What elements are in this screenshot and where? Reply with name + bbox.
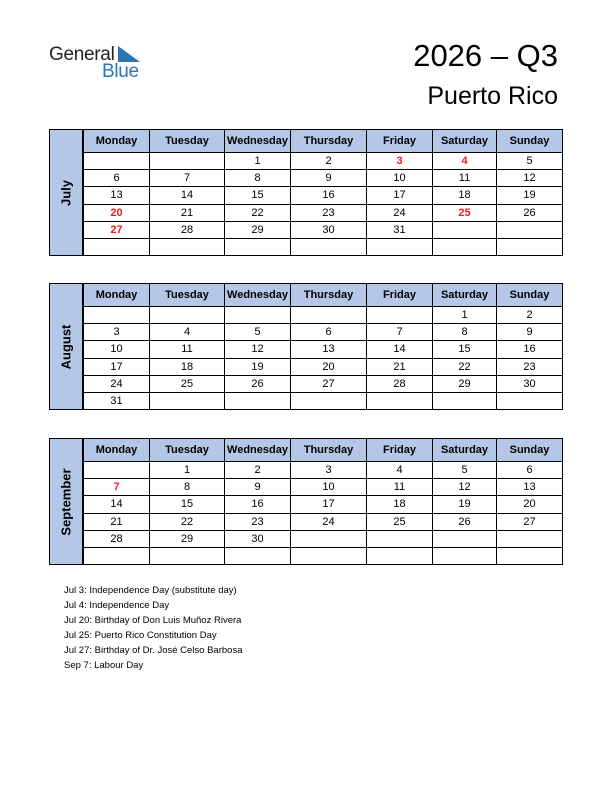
holiday-date-cell: 4: [433, 153, 497, 170]
date-cell: 18: [150, 358, 225, 375]
month-table: [83, 129, 563, 256]
date-cell: 15: [433, 341, 497, 358]
date-cell: 17: [367, 187, 433, 204]
weekday-header: Thursday: [291, 130, 367, 153]
date-cell: 1: [150, 462, 225, 479]
date-cell: 28: [367, 375, 433, 392]
holiday-note: Jul 25: Puerto Rico Constitution Day: [64, 630, 217, 641]
month-name: July: [58, 179, 74, 206]
week-row: [84, 341, 563, 358]
date-cell: 30: [291, 221, 367, 238]
holiday-date-cell: 7: [84, 479, 150, 496]
date-cell: 25: [367, 513, 433, 530]
date-cell: 13: [291, 341, 367, 358]
weekday-header: Saturday: [433, 439, 497, 462]
date-cell: [84, 547, 150, 564]
date-cell: 21: [367, 358, 433, 375]
weekday-header: Monday: [84, 130, 150, 153]
date-cell: 25: [150, 375, 225, 392]
weekday-header-row: [84, 439, 563, 462]
date-cell: 11: [367, 479, 433, 496]
page-title: 2026 – Q3: [413, 38, 558, 73]
date-cell: 20: [497, 496, 563, 513]
date-cell: 19: [497, 187, 563, 204]
week-row: [84, 375, 563, 392]
date-cell: 3: [291, 462, 367, 479]
date-cell: 30: [225, 530, 291, 547]
week-row: [84, 358, 563, 375]
week-row: [84, 153, 563, 170]
date-cell: [150, 547, 225, 564]
date-cell: [225, 547, 291, 564]
date-cell: [225, 392, 291, 409]
holiday-date-cell: 3: [367, 153, 433, 170]
date-cell: [84, 153, 150, 170]
week-row: [84, 187, 563, 204]
date-cell: 13: [497, 479, 563, 496]
date-cell: [84, 462, 150, 479]
month-table: [83, 283, 563, 410]
week-row: [84, 496, 563, 513]
date-cell: 15: [150, 496, 225, 513]
date-cell: [150, 392, 225, 409]
date-cell: [497, 238, 563, 255]
date-cell: [367, 392, 433, 409]
date-cell: 15: [225, 187, 291, 204]
logo: [49, 44, 149, 84]
weekday-header: Monday: [84, 284, 150, 307]
weekday-header: Saturday: [433, 130, 497, 153]
date-cell: 12: [225, 341, 291, 358]
date-cell: 27: [497, 513, 563, 530]
weekday-header-row: [84, 130, 563, 153]
date-cell: 23: [497, 358, 563, 375]
date-cell: 10: [84, 341, 150, 358]
date-cell: 8: [225, 170, 291, 187]
date-cell: [291, 547, 367, 564]
weekday-header: Wednesday: [225, 284, 291, 307]
weekday-header: Monday: [84, 439, 150, 462]
date-cell: 1: [433, 307, 497, 324]
date-cell: 19: [433, 496, 497, 513]
date-cell: [84, 238, 150, 255]
date-cell: 27: [291, 375, 367, 392]
date-cell: 3: [84, 324, 150, 341]
logo-text-general: General: [49, 44, 115, 65]
date-cell: 23: [291, 204, 367, 221]
holiday-note: Jul 4: Independence Day: [64, 600, 170, 611]
weekday-header: Tuesday: [150, 284, 225, 307]
date-cell: 16: [225, 496, 291, 513]
date-cell: 5: [497, 153, 563, 170]
date-cell: 18: [433, 187, 497, 204]
week-row: [84, 547, 563, 564]
weekday-header: Saturday: [433, 284, 497, 307]
date-cell: 16: [291, 187, 367, 204]
date-cell: [497, 221, 563, 238]
holiday-note: Sep 7: Labour Day: [64, 660, 144, 671]
date-cell: [150, 153, 225, 170]
date-cell: [367, 530, 433, 547]
date-cell: 7: [367, 324, 433, 341]
date-cell: [291, 307, 367, 324]
logo-text-blue: Blue: [102, 61, 139, 82]
date-cell: 19: [225, 358, 291, 375]
weekday-header: Tuesday: [150, 130, 225, 153]
date-cell: 26: [433, 513, 497, 530]
date-cell: 10: [291, 479, 367, 496]
month-label-column: [49, 129, 83, 256]
date-cell: 9: [225, 479, 291, 496]
date-cell: [497, 530, 563, 547]
weekday-header: Wednesday: [225, 130, 291, 153]
date-cell: 11: [433, 170, 497, 187]
week-row: [84, 170, 563, 187]
date-cell: [497, 547, 563, 564]
date-cell: 24: [84, 375, 150, 392]
date-cell: [367, 238, 433, 255]
date-cell: 21: [84, 513, 150, 530]
date-cell: [433, 238, 497, 255]
month-table: [83, 438, 563, 565]
week-row: [84, 221, 563, 238]
date-cell: 7: [150, 170, 225, 187]
holiday-note: Jul 20: Birthday of Don Luis Muñoz Rivera: [64, 615, 242, 626]
date-cell: 18: [367, 496, 433, 513]
date-cell: 28: [84, 530, 150, 547]
date-cell: 29: [225, 221, 291, 238]
date-cell: 17: [291, 496, 367, 513]
date-cell: 6: [497, 462, 563, 479]
date-cell: 9: [291, 170, 367, 187]
date-cell: 26: [225, 375, 291, 392]
date-cell: [291, 238, 367, 255]
date-cell: [367, 547, 433, 564]
weekday-header: Tuesday: [150, 439, 225, 462]
logo-triangle-icon: [118, 46, 140, 62]
date-cell: 14: [150, 187, 225, 204]
week-row: [84, 530, 563, 547]
date-cell: [291, 530, 367, 547]
month-name: September: [58, 467, 74, 536]
holiday-date-cell: 25: [433, 204, 497, 221]
weekday-header: Sunday: [497, 130, 563, 153]
week-row: [84, 324, 563, 341]
week-row: [84, 204, 563, 221]
country-name: Puerto Rico: [427, 82, 558, 110]
date-cell: 8: [150, 479, 225, 496]
date-cell: 16: [497, 341, 563, 358]
date-cell: 28: [150, 221, 225, 238]
date-cell: 20: [291, 358, 367, 375]
weekday-header: Thursday: [291, 284, 367, 307]
date-cell: 10: [367, 170, 433, 187]
week-row: [84, 392, 563, 409]
holiday-note: Jul 27: Birthday of Dr. José Celso Barbosa: [64, 645, 243, 656]
date-cell: 4: [150, 324, 225, 341]
date-cell: 14: [367, 341, 433, 358]
date-cell: 17: [84, 358, 150, 375]
weekday-header-row: [84, 284, 563, 307]
date-cell: [433, 530, 497, 547]
date-cell: 29: [433, 375, 497, 392]
date-cell: 26: [497, 204, 563, 221]
weekday-header: Friday: [367, 439, 433, 462]
date-cell: 23: [225, 513, 291, 530]
weekday-header: Friday: [367, 284, 433, 307]
date-cell: 1: [225, 153, 291, 170]
month-name: August: [58, 324, 74, 369]
date-cell: [433, 392, 497, 409]
date-cell: [497, 392, 563, 409]
week-row: [84, 238, 563, 255]
month-label-column: [49, 283, 83, 410]
weekday-header: Friday: [367, 130, 433, 153]
date-cell: 31: [84, 392, 150, 409]
date-cell: 30: [497, 375, 563, 392]
weekday-header: Thursday: [291, 439, 367, 462]
month-label-column: [49, 438, 83, 565]
week-row: [84, 307, 563, 324]
date-cell: [367, 307, 433, 324]
date-cell: 22: [150, 513, 225, 530]
date-cell: 24: [291, 513, 367, 530]
date-cell: 22: [225, 204, 291, 221]
date-cell: 31: [367, 221, 433, 238]
holiday-date-cell: 20: [84, 204, 150, 221]
date-cell: 12: [497, 170, 563, 187]
date-cell: 5: [433, 462, 497, 479]
date-cell: [433, 547, 497, 564]
date-cell: 9: [497, 324, 563, 341]
date-cell: 13: [84, 187, 150, 204]
date-cell: [225, 238, 291, 255]
date-cell: [225, 307, 291, 324]
weekday-header: Sunday: [497, 439, 563, 462]
week-row: [84, 479, 563, 496]
date-cell: 2: [225, 462, 291, 479]
date-cell: 21: [150, 204, 225, 221]
date-cell: 8: [433, 324, 497, 341]
date-cell: 29: [150, 530, 225, 547]
date-cell: 14: [84, 496, 150, 513]
date-cell: 22: [433, 358, 497, 375]
date-cell: 4: [367, 462, 433, 479]
weekday-header: Sunday: [497, 284, 563, 307]
date-cell: 12: [433, 479, 497, 496]
date-cell: [84, 307, 150, 324]
date-cell: [150, 307, 225, 324]
date-cell: 6: [291, 324, 367, 341]
holiday-notes: [64, 583, 242, 673]
date-cell: 2: [291, 153, 367, 170]
week-row: [84, 513, 563, 530]
date-cell: 11: [150, 341, 225, 358]
holiday-date-cell: 27: [84, 221, 150, 238]
date-cell: 2: [497, 307, 563, 324]
week-row: [84, 462, 563, 479]
date-cell: 6: [84, 170, 150, 187]
date-cell: 24: [367, 204, 433, 221]
date-cell: [291, 392, 367, 409]
date-cell: [433, 221, 497, 238]
date-cell: [150, 238, 225, 255]
date-cell: 5: [225, 324, 291, 341]
holiday-note: Jul 3: Independence Day (substitute day): [64, 585, 237, 596]
weekday-header: Wednesday: [225, 439, 291, 462]
